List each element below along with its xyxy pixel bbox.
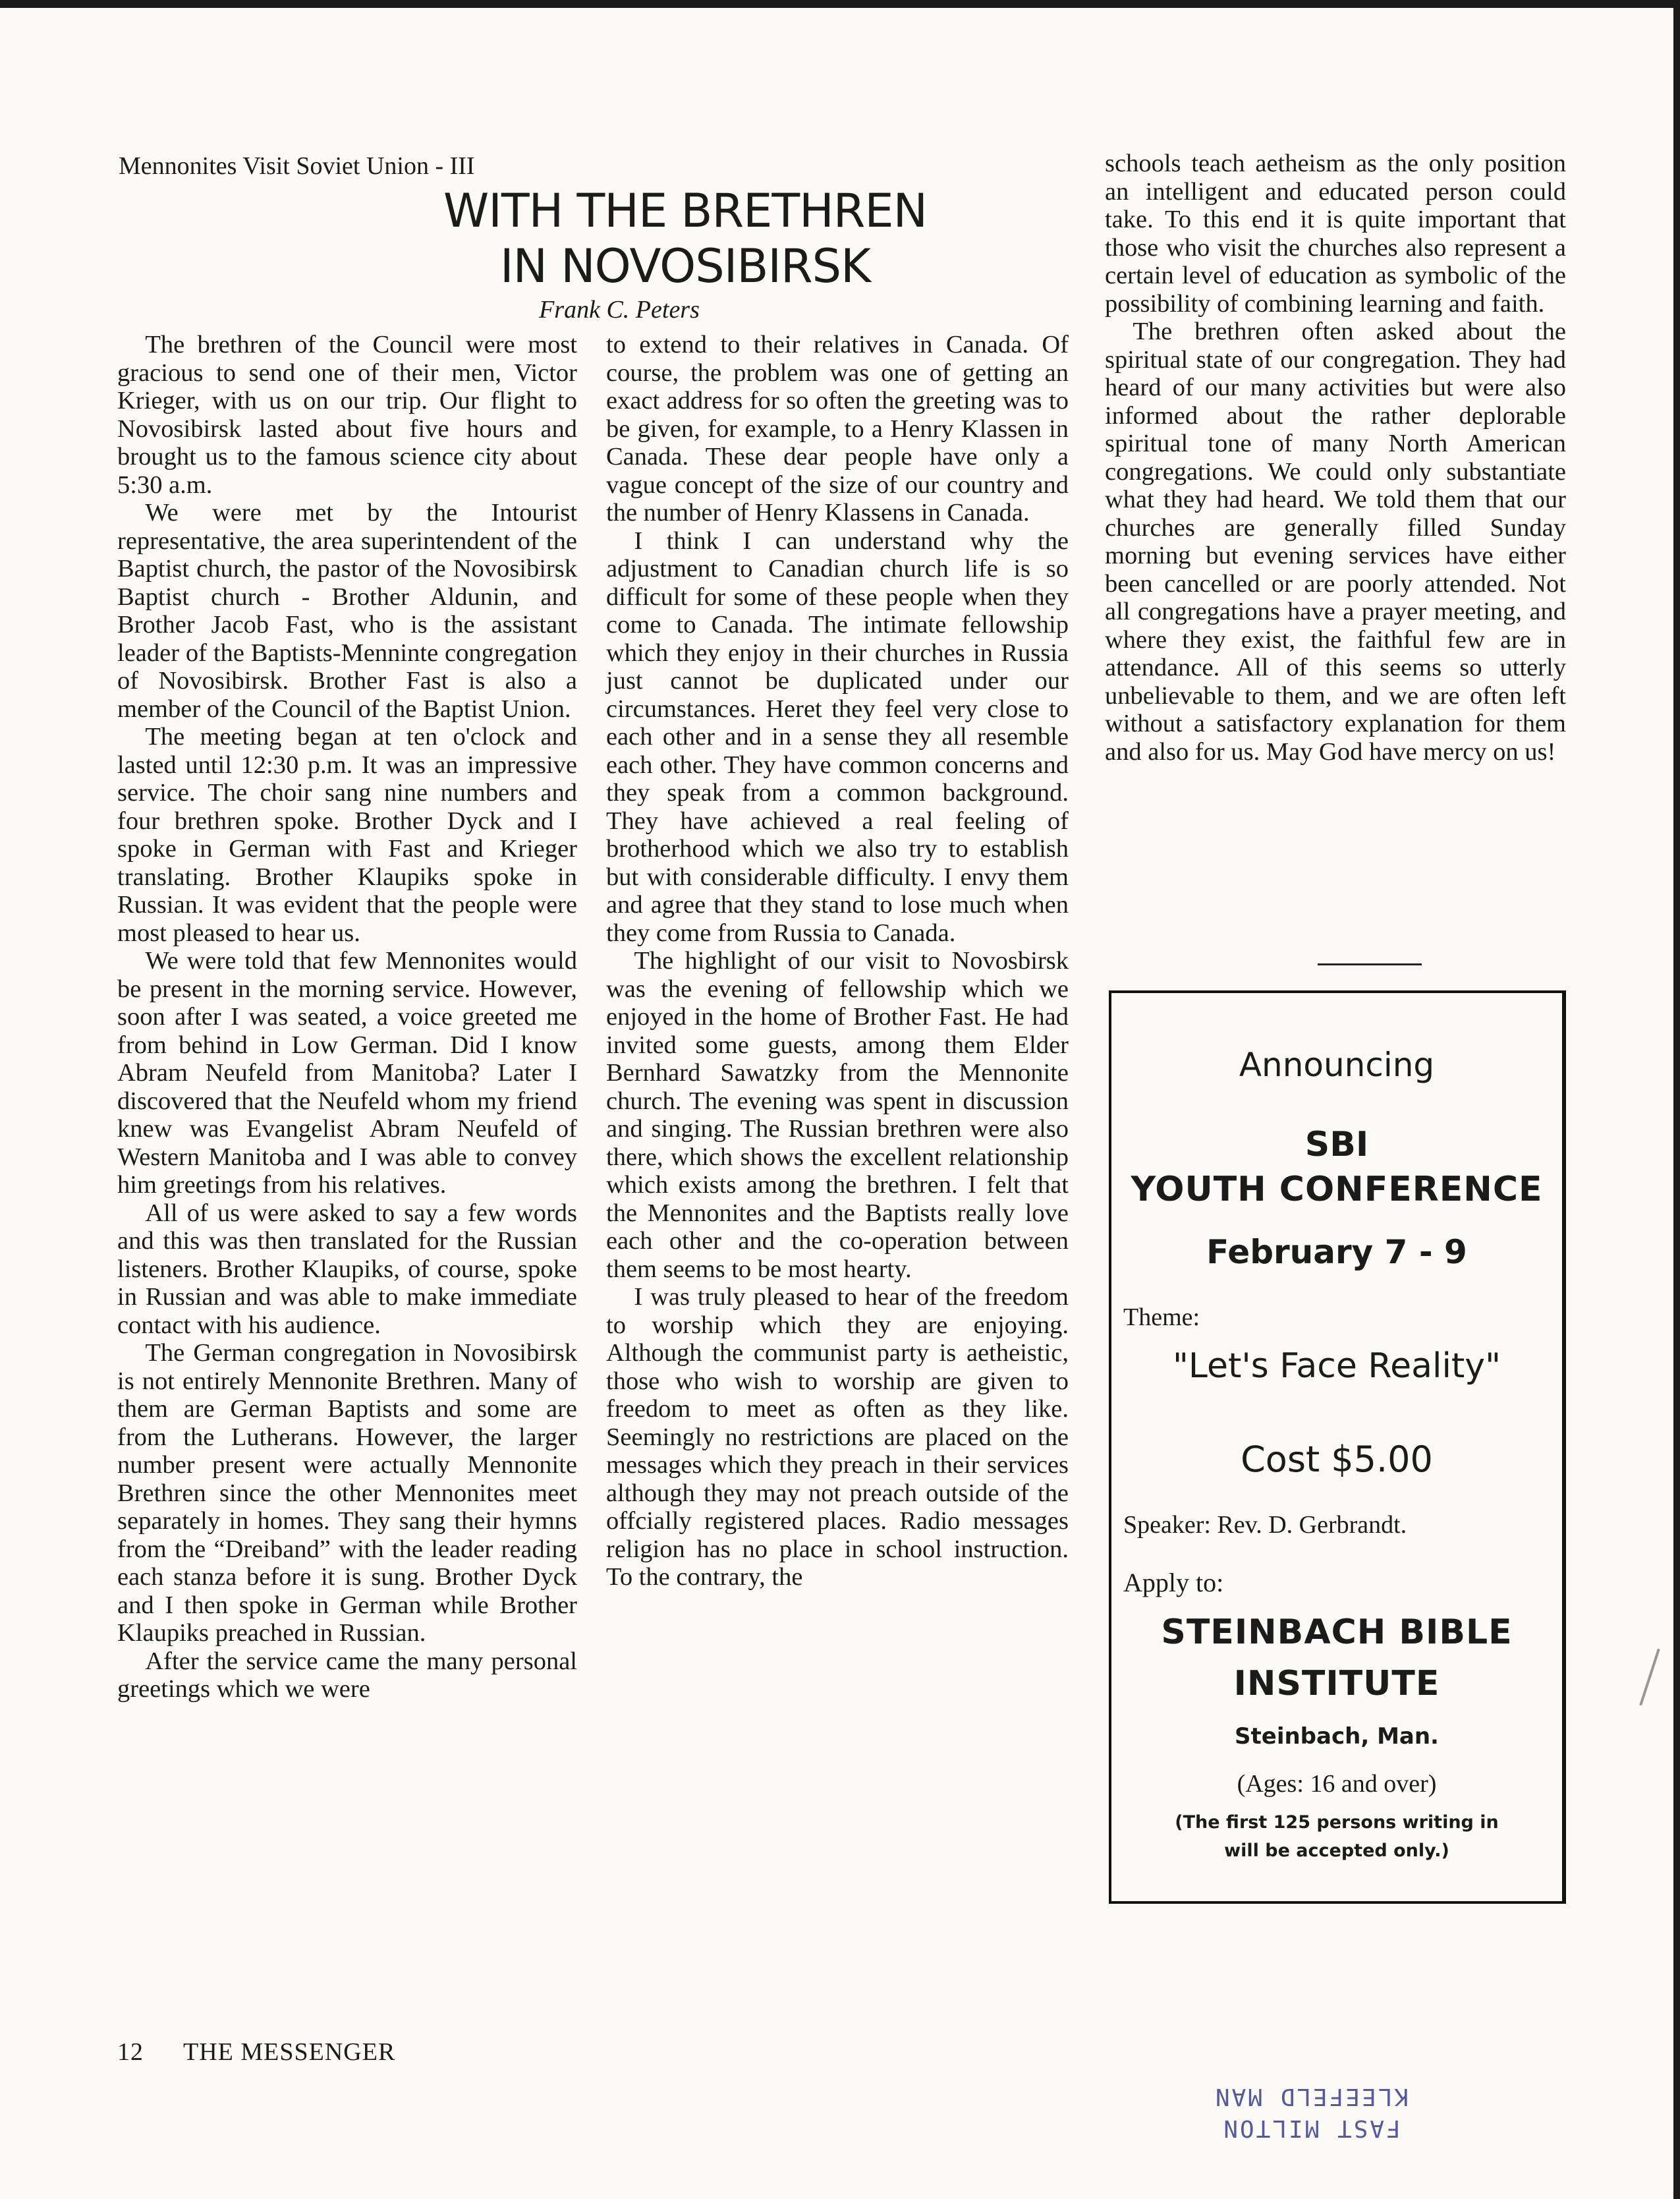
column-3 [1105, 150, 1566, 766]
ad-event-name: YOUTH CONFERENCE [1131, 1170, 1543, 1209]
paragraph: schools teach aetheism as the only position an intelligent and educated person could take. To this end it is quite important that those who visit the churches also represent a certain level of education as symbolic of the possibility of combining learning and faith. [1105, 150, 1566, 318]
column-2 [606, 331, 1069, 1591]
paragraph: After the service came the many personal greetings which we were [117, 1647, 577, 1703]
paragraph: The brethren of the Council were most gracious to send one of their men, Victor Krieger, with us on our trip. Our flight to Novosibirsk lasted about five hours and brought us to the famous science city about 5:30 a.m. [117, 331, 577, 499]
ad-speaker: Speaker: Rev. D. Gerbrandt. [1123, 1511, 1407, 1539]
ad-apply-label: Apply to: [1123, 1568, 1224, 1597]
paragraph: I was truly pleased to hear of the freedom to worship which they are enjoying. Although the communist party is aetheistic, those who wish to worship are given to freedom to meet as often as they like. Seemingly no restrictions are placed on the messages which they preach in their services although they may not preach outside of the offcially registered places. Radio messages religion has no place in school instruction. To the contrary, the [606, 1283, 1069, 1591]
ad-cost: Cost $5.00 [1241, 1439, 1433, 1480]
conference-advertisement [1109, 990, 1566, 1904]
ad-sbi: SBI [1304, 1125, 1369, 1164]
paragraph: We were told that few Mennonites would be present in the morning service. However, soon after I was seated, a voice greeted me from behind in Low German. Did I know Abram Neufeld from Manitoba? Later I discovered that the Neufeld whom my friend knew was Evangelist Abram Neufeld of Western Manitoba and I was able to convey him greetings from his relatives. [117, 947, 577, 1199]
ad-theme: "Let's Face Reality" [1172, 1346, 1501, 1386]
paper-mark [1639, 1649, 1660, 1706]
page-top-edge [0, 0, 1680, 8]
paragraph: to extend to their relatives in Canada. Of course, the problem was one of getting an exact address for so often the greeting was to be given, for example, to a Henry Klassen in Canada. These dear people have only a vague concept of the size of our country and the number of Henry Klassens in Canada. [606, 331, 1069, 527]
page-footer [117, 2038, 435, 2067]
address-stamp [1179, 2080, 1443, 2144]
stamp-line-1: FAST MILTON [1221, 2115, 1401, 2142]
article-title [290, 183, 1080, 294]
page-right-edge [1673, 0, 1680, 2199]
ad-location: Steinbach, Man. [1235, 1723, 1439, 1750]
ad-institute-line-1: STEINBACH BIBLE [1161, 1613, 1513, 1652]
paragraph: The brethren often asked about the spiritual state of our congregation. They had heard of our many activities but were also informed about the rather deplorable spiritual tone of many North American congregations. We could only substantiate what they had heard. We told them that our churches are generally filled Sunday morning but evening services have either been cancelled or are poorly attended. Not all congregations have a prayer meeting, and where they exist, the faithful few are in attendance. All of this seems so utterly unbelievable to them, and we are often left without a satisfactory explanation for them and also for us. May God have mercy on us! [1105, 318, 1566, 766]
paragraph: I think I can understand why the adjustment to Canadian church life is so difficult for some of these people when they come to Canada. The intimate fellowship which they enjoy in their churches in Russia just cannot be duplicated under our circumstances. Heret they feel very close to each other and in a sense they all resemble each other. They have common concerns and they speak from a common background. They have achieved a real feeling of brotherhood which we also try to establish but with considerable difficulty. I envy them and agree that they stand to lose much when they come from Russia to Canada. [606, 527, 1069, 947]
ad-note-line-2: will be accepted only.) [1224, 1841, 1449, 1861]
ad-note-line-1: (The first 125 persons writing in [1175, 1812, 1499, 1833]
title-line-2: IN NOVOSIBIRSK [500, 239, 870, 293]
page-number: 12 [117, 2038, 144, 2066]
paragraph: All of us were asked to say a few words and this was then translated for the Russian listeners. Brother Klaupiks, of course, spoke in Russian and was able to make immediate contact with his audience. [117, 1199, 577, 1339]
series-label: Mennonites Visit Soviet Union - III [119, 152, 475, 180]
publication-name: THE MESSENGER [183, 2038, 396, 2066]
paragraph: We were met by the Intourist representative, the area superintendent of the Baptist church, the pastor of the Novosibirsk Baptist church - Brother Aldunin, and Brother Jacob Fast, who is the assistant leader of the Baptists-Menninte congregation of Novosibirsk. Brother Fast is also a member of the Council of the Baptist Union. [117, 499, 577, 723]
paragraph: The highlight of our visit to Novosbirsk was the evening of fellowship which we enjoyed in the home of Brother Fast. He had invited some guests, among them Elder Bernhard Sawatzky from the Mennonite church. The evening was spent in discussion and singing. The Russian brethren were also there, which shows the excellent relationship which exists among the brethren. I felt that the Mennonites and the Baptists really love each other and the co-operation between them seems to be most hearty. [606, 947, 1069, 1283]
author-byline: Frank C. Peters [539, 296, 700, 324]
ad-institute-line-2: INSTITUTE [1233, 1664, 1440, 1703]
title-line-1: WITH THE BRETHREN [443, 184, 927, 238]
ad-announcing: Announcing [1239, 1046, 1435, 1084]
ad-theme-label: Theme: [1123, 1303, 1200, 1331]
column-1 [117, 331, 577, 1703]
paragraph: The German congregation in Novosibirsk is not entirely Mennonite Brethren. Many of them are German Baptists and some are from the Lutherans. However, the larger number present were actually Mennonite Brethren since the other Mennonites meet separately in homes. They sang their hymns from the “Dreiband” with the leader reading each stanza before it is sung. Brother Dyck and I then spoke in German while Brother Klaupiks preached in Russian. [117, 1339, 577, 1647]
column-end-rule [1318, 963, 1422, 965]
stamp-line-2: KLEEFELD MAN [1213, 2083, 1409, 2110]
ad-dates: February 7 - 9 [1206, 1233, 1467, 1271]
ad-ages: (Ages: 16 and over) [1237, 1770, 1437, 1798]
paragraph: The meeting began at ten o'clock and lasted until 12:30 p.m. It was an impressive service. The choir sang nine numbers and four brethren spoke. Brother Dyck and I spoke in German with Fast and Krieger translating. Brother Klaupiks spoke in Russian. It was evident that the people were most pleased to hear us. [117, 723, 577, 947]
